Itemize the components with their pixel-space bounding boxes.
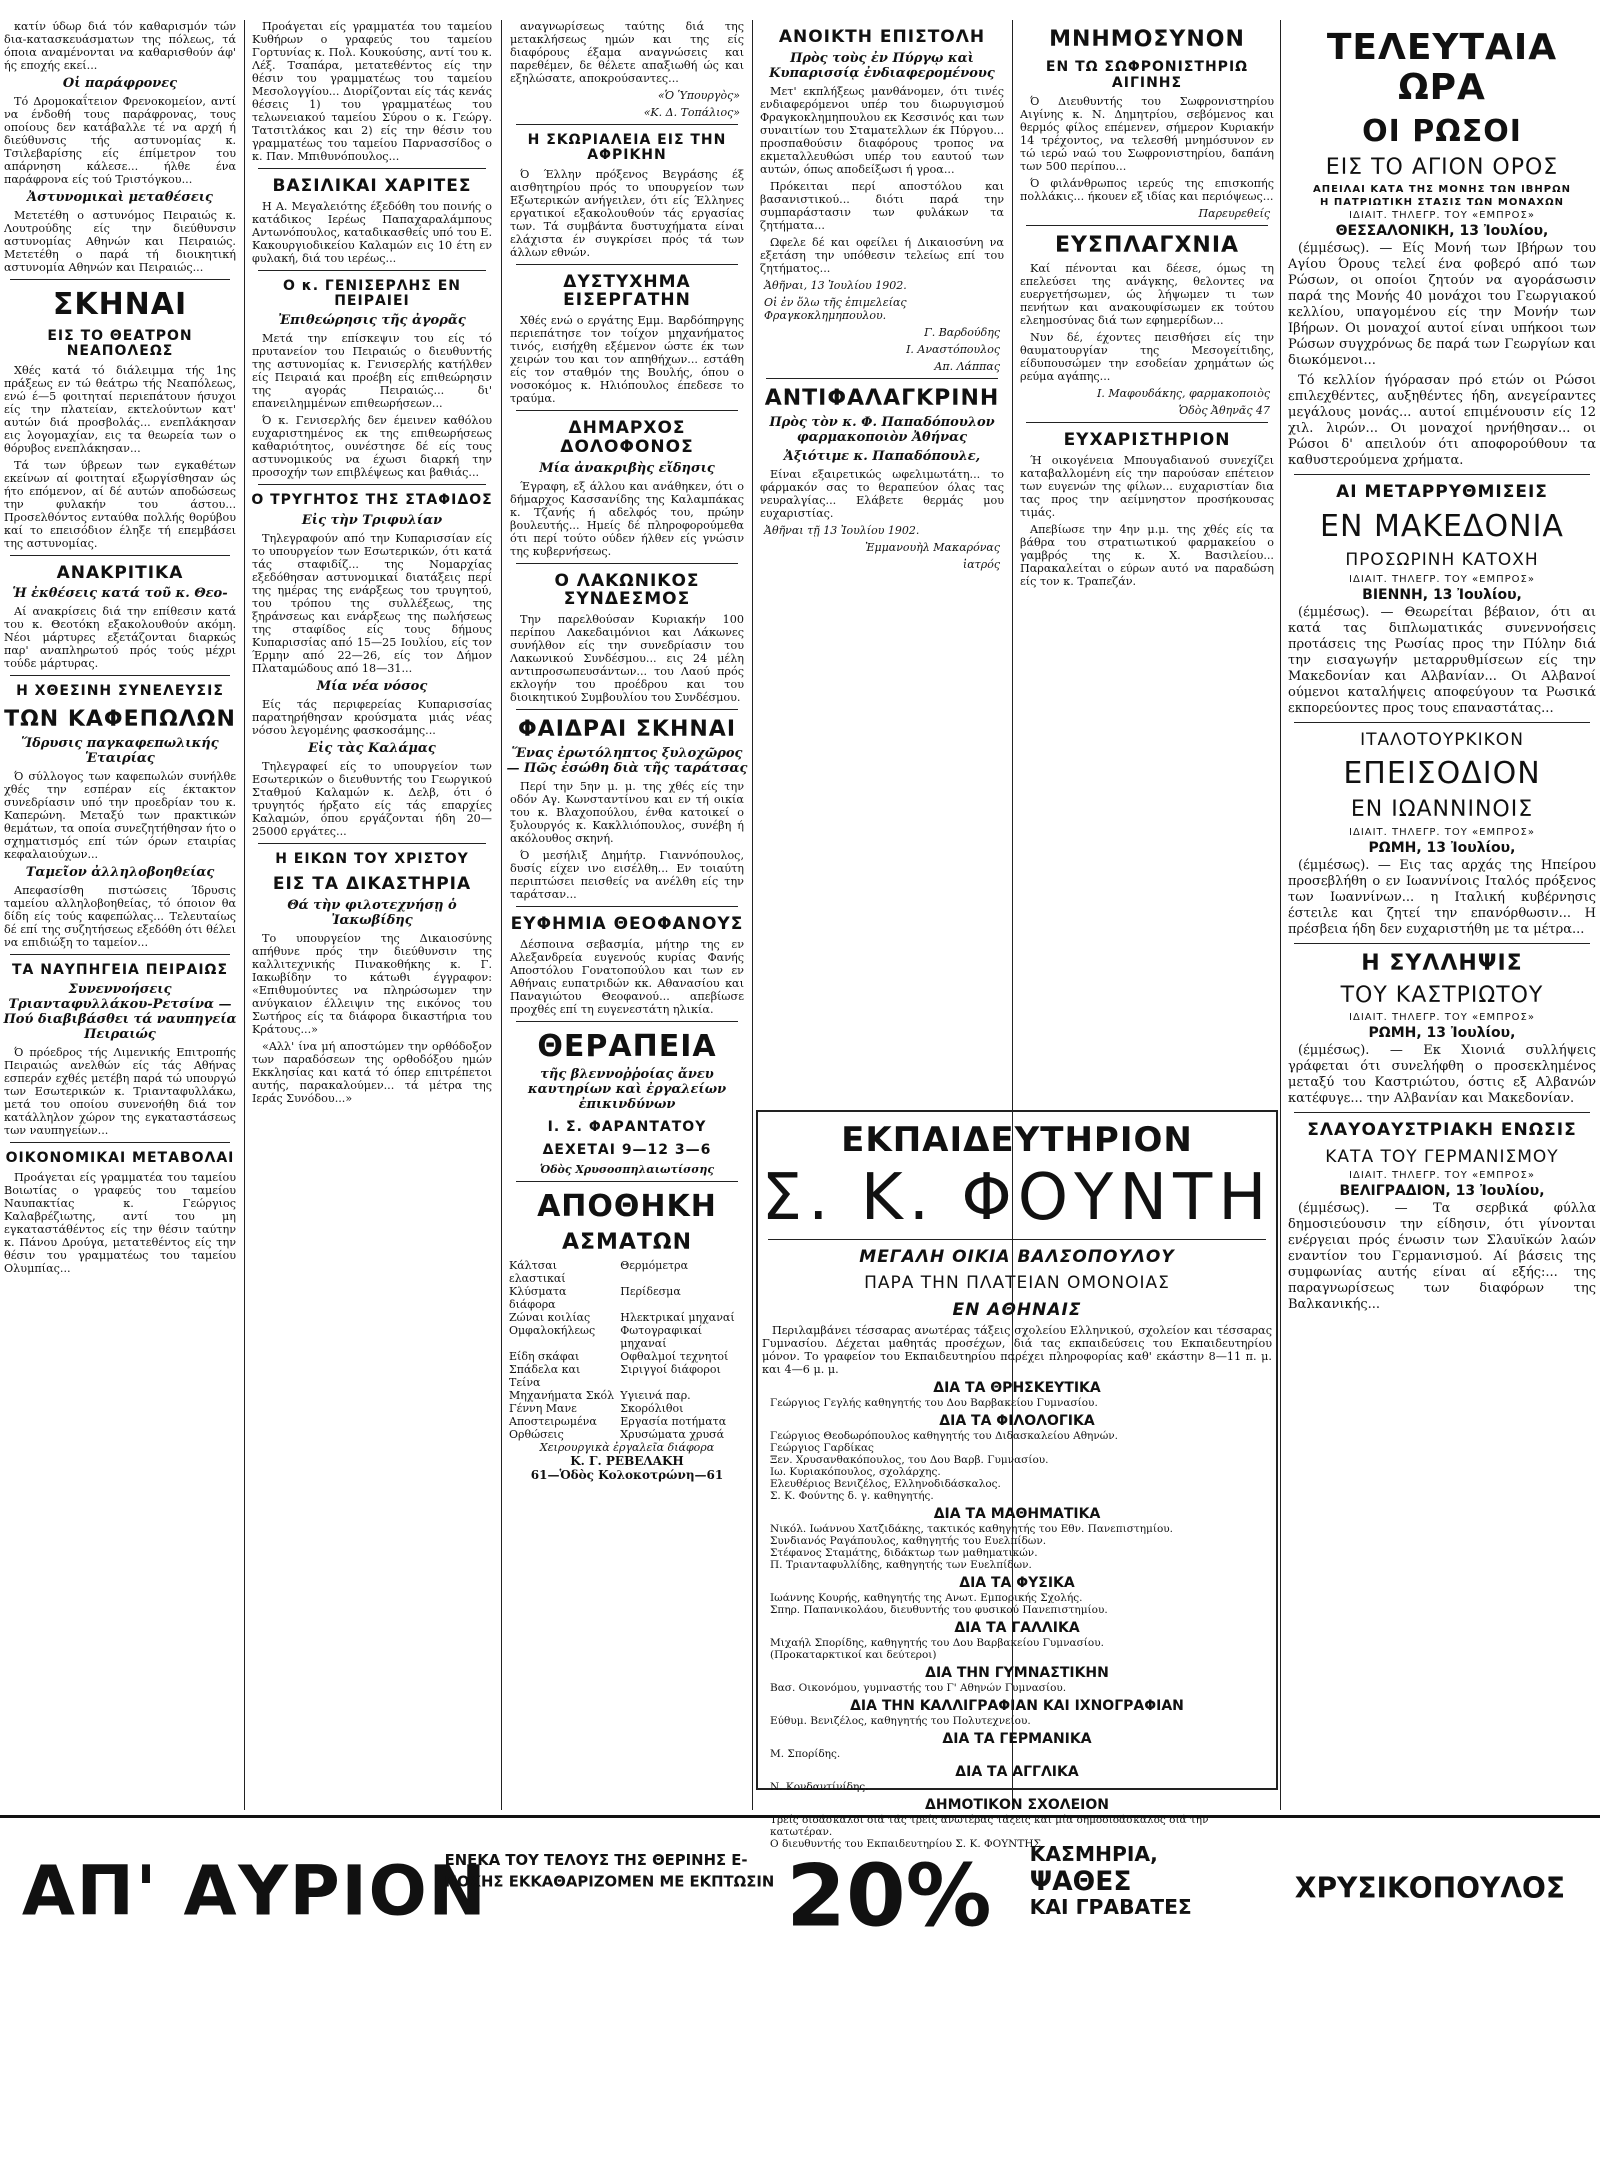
staff-line: Εύθυμ. Βενιζέλος, καθηγητής του Πολυτεχνείου. [770,1714,1031,1727]
address: Ὁδὸς Χρυσοσπηλαιωτίσσης [539,1162,715,1176]
divider [1026,422,1268,423]
article-text: (έμμέσως). — Είς Μονή των Ιβήρων του Αγίου Όρους τελεί ένα φοβερό από των Ρώσων, οι οποίοι ζητούν να αγοράσωσιν παρά της Μονής 40 μονάχοι του Γεωργιακού κελλίου, υπαγομένου είς την Μονήν των Ιβήρων. Οι μοναχοί αυτοί είναι υπήκοοι των Ρώσων συγχρόνως δε παρά των Γεωργίων και διωκόμενοι... [1288,241,1596,369]
dateline: ΡΩΜΗ, 13 Ἰουλίου, [1368,839,1516,856]
divider [10,555,230,556]
subject-title: ΔΙΑ ΤΑ ΦΙΛΟΛΟΓΙΚΑ [939,1412,1095,1429]
divider [516,709,738,710]
subject-title: ΔΙΑ ΤΑ ΑΓΓΛΙΚΑ [955,1763,1079,1780]
divider [258,484,486,485]
column-rule [244,20,245,1810]
headline: ΑΝΤΙΦΑΛΑΓΚΡΙΝΗ [764,385,1000,411]
headline: ΒΑΣΙΛΙΚΑΙ ΧΑΡΙΤΕΣ [272,176,472,196]
signature: Ἐμμανουὴλ Μακαρόνας [865,540,1000,554]
headline: ΜΕΓΑΛΗ ΟΙΚΙΑ ΒΑΛΣΟΠΟΥΛΟΥ [859,1246,1175,1267]
headline: Η ΣΚΩΡΙΑΛΕΙΑ ΕΙΣ ΤΗΝ ΑΦΡΙΚΗΝ [527,132,727,164]
telegram-tag: ΙΔΙΑΙΤ. ΤΗΛΕΓΡ. ΤΟΥ «ΕΜΠΡΟΣ» [1349,1012,1535,1023]
column-1 [0,20,240,1810]
headline: ΣΛΑΥΟΑΥΣΤΡΙΑΚΗ ΕΝΩΣΙΣ [1307,1120,1577,1140]
staff-line: Βασ. Οικονόμου, γυμναστής του Γ' Αθηνών Γυμνασίου. [770,1681,1067,1694]
product-item: Χρυσώματα χρυσά [620,1427,725,1441]
divider [1026,225,1268,226]
article-text: Μετ' εκπλήξεως μανθάνομεν, ότι τινές ενδιαφερόμενοι υπέρ του διωρυγισμού Φραγκοκλημηπουλου εκ Κεσσινός και των συναιτίων του Σταματελλων έκ Πύργου... προσπαθούσιν διαφόρους τροπος να εκμεταλλευθώσι υπέρ του εαυτού των αυτών, όπως αποδείξωσι ή γροα... [760,84,1004,176]
section-subhead: Συνεννοήσεις Τριανταφυλλάκου-Ρετσίνα — Πού διαβιβάσθει τά ναυπηγεία Πειραιώς [3,982,237,1043]
staff-line: Ο διευθυντής του Εκπαιδευτηρίου Σ. Κ. ΦΟΥΝΤΗΣ [770,1837,1041,1850]
bottom-advertisement [0,1815,1600,2018]
product-row [506,1324,748,1350]
section-subhead: τῆς βλεννοῤῥοίας ἄνευ καυτηρίων καὶ ἐργαλείων ἐπικινδύνων [527,1066,727,1112]
article-text: Τά των ύβρεων των εγκαθέτων εκείνων αί φοιτηταί εξωργίσθησαν ώς ήτο επόμενον, αί δέ αυτών αποδώσεως την φυλακήν του άστου... Προσελθόντος ενταύθα πολλής θορύβου καί το επεισόδιον έληξε τή επεμβάσει της αστυνομίας. [4,458,236,550]
headline: ΕΥΦΗΜΙΑ ΘΕΟΦΑΝΟΥΣ [510,914,744,935]
article-text: Ό κ. Γενισερλής δεν έμεινεν καθόλου ευχαριστημένος εκ της επιθεωρήσεως καθαριότητος, ουνέστησε δέ είς τους αστυνομικούς να έχωσι διαρκή την προσοχήν των επιβλέψεως και βαθιάς... [252,414,492,480]
section-subhead: Πρὸς τὸν κ. Φ. Παπαδόπουλον φαρμακοποιὸν Ἀθήνας [769,414,995,445]
article-text: Ό μεσήλιξ Δημήτρ. Γιαννόπουλος, δυσίς είχεν ινο εισέλθη... Εν τοιαύτη περιπτώσει πεισθείς να ανέλθη είς την ταράτσαν... [510,849,744,902]
subject-list [758,1380,1276,1850]
headline: ΕΝ ΤΩ ΣΩΦΡΟΝΙΣΤΗΡΙΩ ΑΙΓΙΝΗΣ [1045,59,1249,91]
article-text: Χθές κατά τό διάλειμμα τής 1ης πράξεως εν τώ θεάτρω τής Νεαπόλεως, ενώ έ—5 φοιτηταί περιεπάτουν ήσυχοι είς την πλατείαν, εκτελούντων κατ' αυτών διά προσβολάς... ενεπλάκησαν εις λογομαχίαν, εις τα θεωρεία των ο θόρυβος ενεπλάκησαν... [4,363,236,455]
article-text: Δέσποινα σεβασμία, μήτηρ της εν Αλεξανδρεία ευγενούς κυρίας Φανής Αποστόλου Γονατοπούλου και των εν Αθήναις ευπατριδών κκ. Αθανασίου και Παναγιώτου Θεοφανού... απεβίωσε προχθές επί τη ευγενεστάτη ηλικία. [510,937,744,1016]
ad-item: ΚΑΙ ΓΡΑΒΑΤΕΣ [1029,1896,1192,1920]
product-list [506,1259,748,1441]
signature: Ι. Μαφουδάκης, φαρμακοποιὸς [1096,387,1270,401]
column-3 [506,20,748,1810]
dateline: ΒΕΛΙΓΡΑΔΙΟΝ, 13 Ἰουλίου, [1339,1183,1545,1200]
subject-title: ΔΙΑ ΤΗΝ ΓΥΜΝΑΣΤΙΚΗΝ [925,1664,1109,1681]
headline: ΕΝ ΑΘΗΝΑΙΣ [952,1300,1082,1321]
section-subhead: Η ΠΑΤΡΙΩΤΙΚΗ ΣΤΑΣΙΣ ΤΩΝ ΜΟΝΑΧΩΝ [1319,197,1565,209]
headline: ΕΝ ΙΩΑΝΝΙΝΟΙΣ [1350,797,1534,823]
telegram-tag: ΙΔΙΑΙΤ. ΤΗΛΕΓΡ. ΤΟΥ «ΕΜΠΡΟΣ» [1349,210,1535,222]
headline: ΕΥΧΑΡΙΣΤΗΡΙΟΝ [1063,430,1231,451]
product-row [506,1259,748,1285]
product-item: Σπάδελα και Τείνα [509,1362,581,1389]
article-text: Η Α. Μεγαλειότης έξεδόθη του ποινής ο κατάδικος Ιερέως Παπαχαραλάμπους Αντωνόπουλος, καταδικασθείς υπό του Ε. Κακουργιοδικείου Καλαμών εις 10 έτη εν φυλακή, διά του ιερέως... [252,199,492,265]
product-item: Γέννη Μανε [509,1401,577,1415]
headline: ΣΚΗΝΑΙ [52,287,188,322]
headline: ΤΑ ΝΑΥΠΗΓΕΙΑ ΠΕΙΡΑΙΩΣ [11,962,229,979]
dateline: Ἀθῆναι, 13 Ἰουλίου 1902. [764,278,907,292]
article-text: Περί την 5ην μ. μ. της χθές είς την οδόν Αγ. Κωνσταντίνου και εν τή οικία του κ. Βλαχοπούλου, ένθα κατοικεί ο ξυλουργός κ. Κακλλιόπουλος, συνέβη ή ακόλουθος σκηνή. [510,780,744,846]
ad-headline: ΑΠ' ΑΥΡΙΟΝ [21,1850,488,1932]
headline: ΑΠΟΘΗΚΗ [537,1188,717,1224]
ad-percent: 20% [786,1846,992,1946]
article-text: Απεβίωσε την 4ην μ.μ. της χθές είς τα βάθρα του στρατιωτικού φαρμακείου ο γαμβρός της κ. Χ. Βασιλείου... Παρακαλείται ο εύρων αυτό να παραδώση είς τον κ. Τραπεζάν. [1020,522,1274,588]
signature: «Ὁ Ὑπουργὸς» [657,89,740,102]
article-text: Ωφελε δέ και οφείλει ή Δικαιοσύνη να εξετάση την υπόθεσιν τελείως επί του ζητήματος... [760,235,1004,275]
signature: «Κ. Δ. Τοπάλιος» [643,106,740,119]
product-item: Κλύσματα διάφορα [509,1284,567,1311]
staff-line: Γεώργιος Γαρδίκας [770,1441,874,1454]
staff-line: Μιχαήλ Σπορίδης, καθηγητής του Δου Βαρβακείου Γυμνασίου. [770,1636,1104,1649]
product-item: Μηχανήματα Σκόλ [509,1388,615,1402]
column-4 [756,20,1008,1110]
divider [10,675,230,676]
staff-line: Σπηρ. Παπανικολάου, διευθυντής του φυσικού Πανεπιστημίου. [770,1603,1108,1616]
headline: ΠΑΡΑ ΤΗΝ ΠΛΑΤΕΙΑΝ ΟΜΟΝΟΙΑΣ [864,1273,1170,1294]
headline: ΑΝΑΚΡΙΤΙΚΑ [56,562,184,583]
headline: ΠΡΟΣΩΡΙΝΗ ΚΑΤΟΧΗ [1345,550,1539,571]
staff-line: Στέφανος Σταμάτης, διδάκτωρ των μαθηματικών. [770,1546,1038,1559]
headline: Ο ΤΡΥΓΗΤΟΣ ΤΗΣ ΣΤΑΦΙΔΟΣ [251,492,493,509]
divider [516,410,738,411]
owner-name: Κ. Γ. ΡΕΒΕΛΑΚΗ [570,1453,684,1468]
divider [768,1239,1266,1240]
headline: ΚΑΤΑ ΤΟΥ ΓΕΡΜΑΝΙΣΜΟΥ [1325,1146,1559,1167]
headline: Ο ΛΑΚΩΝΙΚΟΣ ΣΥΝΔΕΣΜΟΣ [554,570,700,610]
article-text: Ό Διευθυντής του Σωφρονιστηρίου Αιγίνης κ. Ν. Δημητρίου, σεβόμενος και θερμός φίλος επέμενεν, σήμερον Κυριακήν 14 τρέχοντος, να τελεσθή μνημόσυνον εν τώ ιερώ ναώ του Σωφρονιστηρίου, δαπάνη των 500 περίπου... [1020,94,1274,173]
divider [258,270,486,271]
article-text: Τό Δρομοκαΐτειον Φρενοκομείον, αντί να ένδοθή τους παράφρονας, τους οποίους δεν κατάβαλλε τέ να αρχή ή διεύθυνσις τής αστυνομίας κ. Τσιλεβαρίσης είς έπίμετρον του απάρνηση κάλεσε... ήλθε ένα παράφρονα είς τού Τριστόγκου... [4,95,236,186]
staff-line: Γεώργιος Θεοδωρόπουλος καθηγητής του Διδασκαλείου Αθηνών. [770,1429,1118,1442]
headline: ΑΙ ΜΕΤΑΡΡΥΘΜΙΣΕΙΣ [1336,482,1548,503]
ad-text-line: ΠΟΧΗΣ ΕΚΚΑΘΑΡΙΖΟΜΕΝ ΜΕ ΕΚΠΤΩΣΙΝ [444,1873,775,1891]
staff-line: Νικόλ. Ιωάννου Χατζιδάκης, τακτικός καθηγητής του Εθν. Πανεπιστημίου. [770,1522,1174,1535]
divider [1294,722,1590,723]
headline: ΕΙΣ ΤΟ ΘΕΑΤΡΟΝ ΝΕΑΠΟΛΕΩΣ [47,328,193,360]
article-text: Την παρελθούσαν Κυριακήν 100 περίπου Λακεδαιμόνιοι και Λάκωνες συνήλθον είς την συνεδρίασιν του Λακωνικού Συνδέσμου... εις 24 μέλη αντιπροσωπευσάντων... του Λαού πρός εκλογήν του προέδρου και του διοικητικού Συμβουλίου του Συνδέσμου. [510,612,744,704]
article-text: Είς τάς περιφερείας Κυπαρισσίας παρατηρήθησαν κρούσματα μιάς νέας νόσου λεγομένης φασκοσάμης... [252,697,492,737]
product-row [506,1402,748,1415]
headline: ΑΣΜΑΤΩΝ [561,1229,693,1255]
column-6 [1284,20,1600,1810]
product-item: Ορθώσεις [509,1427,564,1441]
ad-item: ΚΑΣΜΗΡΙΑ, [1029,1842,1158,1867]
section-subhead: Θά τὴν φιλοτεχνήσῃ ὁ Ἰακωβίδης [287,897,457,928]
dateline: ΘΕΣΣΑΛΟΝΙΚΗ, 13 Ἰουλίου, [1335,223,1549,240]
article-text: Έγραφη, εξ άλλου και ανάθηκεν, ότι ο δήμαρχος Κασσανίδης της Καλαμπάκας κ. Τζανής ή αδελφός του, πρώην βουλευτής... Ημείς δέ πληροφορούμεθα ότι περί τούτο ούδεν ήλθεν είς γνώσιν της κυβερνήσεως. [510,479,744,558]
article-text: (έμμέσως). — Θεωρείται βέβαιον, ότι αι κατά τας διπλωματικάς συνεννοήσεις προτάσεις της Ρωσίας προς την Πύλην διά την εισαγωγήν μεταρρυθμίσεων είς την Μακεδονίαν και Αλβανίαν... Οι Αλβανοί ούμενοι καταλήψεις αποφεύγουν τα Ρωσικά εκπορεύοντες προς τους επαναστάτας... [1288,604,1596,716]
ad-item: ΨΑΘΕΣ [1029,1865,1132,1897]
product-item: Είδη σκάφαι [509,1349,580,1363]
headline: Ι. Σ. ΦΑΡΑΝΤΑΤΟΥ [547,1118,707,1135]
subject-title: ΔΙΑ ΤΑ ΘΡΗΣΚΕΥΤΙΚΑ [933,1379,1101,1396]
product-row [506,1389,748,1402]
section-subhead: Ἀστυνομικαὶ μεταθέσεις [27,190,213,205]
product-row [506,1350,748,1363]
article-text: αναγνωρίσεως ταύτης διά της μετακλήσεως ημών και της είς διαφόρους έξαμα αναγνώσεις και παρεθέμεν, δε θέλετε απαξιωθή ώς και εξηλώσατε, αποκρούσαντες... [510,20,744,85]
article-text: Μετά την επίσκεψιν του είς τό πρυτανείον του Πειραιώς ο διευθυντής της αστυνομίας κ. Γενισερλής κατήλθεν είς Πειραιά και προέβη είς επιθεώρησιν της αγοράς Πειραιώς... δι' επανειλημμένων επιθεωρήσεων... [252,332,492,411]
divider [10,279,230,280]
footer-note: Χειρουργικὰ ἐργαλεῖα διάφορα [539,1440,715,1454]
section-subhead: Εἰς τὴν Τριφυλίαν [301,512,443,528]
ad-text-line: ΕΝΕΚΑ ΤΟΥ ΤΕΛΟΥΣ ΤΗΣ ΘΕΡΙΝΗΣ Ε- [444,1851,748,1869]
address: 61—Ὁδὸς Κολοκοτρώνη—61 [530,1467,724,1482]
article-text: Νυν δέ, έχοντες πεισθήσει είς την θαυματουργίαν της Μεσογείτιδης, είδυπουσώμεν την εσοδείαν χρημάτων ώς ρεύμα αγάπης... [1020,331,1274,384]
article-text: κατίν ύδωρ διά τόν καθαρισμόν τών δια-κατασκευάσματων της πόλεως, τά όποια αναμένονται να καθαρισθούν άφ' ής εποχής εκεί... [4,20,236,72]
product-item: Ζώναι κοιλίας [509,1310,591,1324]
staff-line: Ελευθέριος Βενιζέλος, Ελληνοδιδάσκαλος. [770,1477,1001,1490]
article-text: Περιλαμβάνει τέσσαρας ανωτέρας τάξεις σχολείου Ελληνικού, σχολείον και τέσσαρας Γυμνασίου. Δέχεται μαθητάς προσέχων, διά τας εκπαιδεύσεις του Εκπαιδευτηρίου μόνον. Το γραφείον του Εκπαιδευτηρίου παρέχει πληροφορίας καθ' εκάστην 8—11 π. μ. και 4—6 μ. μ. [762,1323,1272,1376]
school-advertisement [756,1110,1278,1850]
product-row [506,1285,748,1311]
subject-title: ΔΙΑ ΤΗΝ ΚΑΛΛΙΓΡΑΦΙΑΝ ΚΑΙ ΙΧΝΟΓΡΑΦΙΑΝ [850,1697,1184,1714]
divider [516,1181,738,1182]
headline: ΕΙΣ ΤΟ ΑΓΙΟΝ ΟΡΟΣ [1325,155,1559,181]
divider [1294,474,1590,475]
signature: ἰατρός [962,557,1000,571]
signature: Οἱ ἐν ὅλω τῆς ἐπιμελείας Φραγκοκλημηπουλου. [764,295,907,322]
subject-title: ΔΙΑ ΤΑ ΦΥΣΙΚΑ [959,1574,1075,1591]
divider [516,124,738,125]
dateline: ΡΩΜΗ, 13 Ἰουλίου, [1368,1025,1516,1041]
staff-line: Ν. Κονδαντίνίδης. [770,1780,869,1793]
article-text: Τηλεγραφεί είς το υπουργείον των Εσωτερικών ο διευθυντής του Γεωργικού Σταθμού Καλαμών κ. Δελβ, ότι ό τρυγητός ήρξατο είς τάς επαρχίες Καλαμών, όπου εργάζονται ήδη 20—25000 εργάτες... [252,759,492,838]
telegram-tag: ΙΔΙΑΙΤ. ΤΗΛΕΓΡ. ΤΟΥ «ΕΜΠΡΟΣ» [1349,826,1535,838]
product-item: Περίδεσμα [620,1284,681,1298]
article-text: Αί ανακρίσεις διά την επίθεσιν κατά του κ. Θεοτόκη εξακολουθούν ακόμη. Νέοι μάρτυρες εξετάζονται διαρκώς παρ' αναπληρωτού πρός τούς μέχρι τούδε μάρτυρας. [4,605,236,671]
headline: ΘΕΡΑΠΕΙΑ [537,1028,717,1064]
section-subhead: Ἡ ἐκθέσεις κατά τοῦ κ. Θεο- [12,586,228,602]
telegram-tag: ΙΔΙΑΙΤ. ΤΗΛΕΓΡ. ΤΟΥ «ΕΜΠΡΟΣ» [1349,1170,1535,1182]
section-subhead: Οἱ παράφρονες [62,76,178,91]
staff-line: Συνδιανός Ραγάπουλος, καθηγητής του Ευελπίδων. [770,1534,1047,1547]
column-rule [752,20,753,1810]
ad-items [1030,1841,1264,1921]
headline: ΔΗΜΑΡΧΟΣ ΔΟΛΟΦΟΝΟΣ [560,418,694,457]
product-item: Κάλτσαι ελαστικαί [509,1258,566,1285]
headline: ΔΕΧΕΤΑΙ 9—12 3—6 [542,1142,712,1159]
article-text: Πρόκειται περί αποστόλου και βασανιστικού... διότι παρά την συμπαράστασιν των φυλάκων τα ζητήματα... [760,179,1004,232]
product-row [506,1311,748,1324]
column-2 [248,20,496,1810]
column-rule [1280,20,1281,1810]
headline: ΕΠΕΙΣΟΔΙΟΝ [1343,756,1541,792]
signature: Απ. Λάππας [934,359,1000,373]
divider [516,563,738,564]
section-subhead: Ἵδρυσις παγκαφεπωλικής Ἑταιρίας [21,736,219,767]
dateline: ΒΙΕΝΝΗ, 13 Ἰουλίου, [1362,586,1522,603]
product-row [506,1415,748,1428]
headline: ΤΩΝ ΚΑΦΕΠΩΛΩΝ [4,706,236,732]
staff-line: Ιωάννης Κουρής, καθηγητής της Ανωτ. Εμπορικής Σχολής. [770,1591,1083,1604]
article-text: Προάγεται είς γραμματέα του ταμείου Βοιωτίας ο γραφεύς του ταμείου Ναυπακτίας κ. Γεώργιος Καλαβρέζιωτης, αντί του μη εγκαταστάθέντος είς την θέσιν ταύτην κ. Πάνου Δρούγα, μετατεθέντος είς την θέσιν του γραμματέως του ταμείου Ολυμπίας... [4,1170,236,1275]
telegram-tag: ΙΔΙΑΙΤ. ΤΗΛΕΓΡ. ΤΟΥ «ΕΜΠΡΟΣ» [1349,573,1535,585]
product-item: Φωτογραφικαί μηχαναί [620,1323,703,1350]
staff-line: Γεώργιος Γεγλής καθηγητής του Δου Βαρβακείου Γυμνασίου. [770,1396,1098,1409]
section-subhead: Μία νέα νόσος [316,678,428,694]
section-subhead: Ἕνας ἐρωτόληπτος ξυλοχῶρος — Πῶς ἐσώθη διὰ τῆς ταράτσας [506,746,748,777]
product-item: Ηλεκτρικαί μηχαναί [620,1310,735,1324]
article-text: Απεφασίσθη πιστώσεις Ίδρυσις ταμείου αλληλοβοηθείας, τό όποιον θα δίδη είς τούς καφεπώλας... Τελευταίως δέ επί της συζητήσεως εξεδόθη ότι θέλει να επιδιώξη το ταμείον... [4,884,236,950]
article-text: (έμμέσως). — Εκ Χιονιά συλλήψεις γράφεται ότι συνελήφθη ο προσεκλημένος μεταξύ του Καστριώτου, όστις εξ Αλβανών κατέφυγε... την Αλβανίαν και Μακεδονίαν. [1288,1043,1596,1106]
headline: ΤΕΛΕΥΤΑΙΑ ΩΡΑ [1326,27,1558,108]
divider [258,168,486,169]
article-text: Τό κελλίον ήγόρασαν πρό ετών οι Ρώσοι επιλεχθέντες, αυξηθέντες ήδη, ανεγείραντες μεγάλους μονάς... αυτοί επιμένουσιν είς 12 χιλ. λιρών... Οι μοναχοί ηρνήθησαν... οι Ρώσοι δ' απειλούν ότι αποφορούθουν τα καθυστερούμενα χρήματα. [1288,373,1596,469]
product-item: Αποστειρωμένα [509,1414,597,1428]
divider [516,264,738,265]
headline: ΜΝΗΜΟΣΥΝΟΝ [1049,27,1245,52]
subject-title: ΔΗΜΟΤΙΚΟΝ ΣΧΟΛΕΙΟΝ [925,1796,1109,1813]
article-text: Ή οικογένεια Μπουγαδιανού συνεχίζει καταβαλλομένη είς την παρούσαν επέτειον των ευγενών της φίλων... ευχαριστίαν δια τας προς την αείμνηστον προσήκουσας τιμάς. [1020,453,1274,519]
dateline: Ἀθῆναι τῇ 13 Ἰουλίου 1902. [764,523,920,537]
divider [10,954,230,955]
headline: ΑΝΟΙΚΤΗ ΕΠΙΣΤΟΛΗ [778,27,986,47]
divider [516,1021,738,1022]
divider [1294,1112,1590,1113]
headline: ΕΝ ΜΑΚΕΔΟΝΙΑ [1320,509,1564,545]
signature: Ι. Αναστόπουλος [906,342,1000,356]
signature: Παρευρεθείς [1198,206,1270,220]
divider [766,378,998,379]
headline: Ο κ. ΓΕΝΙΣΕΡΛΗΣ ΕΝ ΠΕΙΡΑΙΕΙ [283,277,461,310]
column-5 [1016,20,1278,1110]
product-item: Υγιεινά παρ. [620,1388,691,1402]
section-subhead: Πρὸς τοὺς ἐν Πύργῳ καὶ Κυπαρισσίᾳ ἐνδιαφερομένους [769,50,995,81]
article-text: Προάγεται είς γραμματέα του ταμείου Κυθήρων ο γραφεύς του ταμείου Γορτυνίας κ. Πολ. Κουκούσης, αντί του κ. Λέξ. Τσαπάρα, μετατεθέντος είς την θέσιν του γραμματέως του ταμείου Μεσολογγίου... Διορίζονται είς τάς κενάς θέσεις 1) του γραμματέως του τελωνειακού ταμείου Σύρου ο κ. Γεώργ. Τατσιτλάκος και 2) είς την θέσιν του γραμματέως του ταμείου Παρνασσίδος ο κ. Παν. Μπιθυνόπουλος... [252,20,492,163]
headline: Η ΧΘΕΣΙΝΗ ΣΥΝΕΛΕΥΣΙΣ [16,683,224,700]
section-subhead: Ἐπιθεώρησις τῆς ἀγορᾶς [278,313,466,329]
article-text: Τηλεγραφούν από την Κυπαρισσίαν είς το υπουργείον των Εσωτερικών, ότι κατά τάς σταφιδίζ... της Νομαρχίας εξεδόθησαν αστυνομικαί διατάξεις περί της ημέρας της ενάρξεως του τρυγητού, του τρόπου της συλλέξεως, της ξηράνσεως και ενάρξεως της πωλήσεως της σταφίδος είς τους δήμους Κυπαρισσίας από 15—25 Ιουλίου, είς τον Έρμην από 22—26, είς τον Δήμον Πλαταμώδους από 18—31... [252,531,492,675]
subject-title: ΔΙΑ ΤΑ ΜΑΘΗΜΑΤΙΚΑ [933,1505,1101,1522]
staff-line: Π. Τριανταφυλλίδης, καθηγητής των Ευελπίδων. [770,1558,1032,1571]
divider [1294,943,1590,944]
article-text: Χθές ενώ ο εργάτης Εμμ. Βαρδόπηργης περιεπάτησε τον τοίχον μηχανήματος τινός, εισήχθη εξέμενον ώστε έκ των χειρών του και τον απηθήχων... εστάθη είς τον σταθμόν της Βουλής, όπου ο νοσοκόμος κ. Ηλιόπουλος έπεδεσε το τραύμα. [510,314,744,406]
section-subhead: Εἰς τὰς Καλάμας [308,740,436,756]
signature: Γ. Βαρδούδης [924,325,1000,339]
headline: Η ΕΙΚΩΝ ΤΟΥ ΧΡΙΣΤΟΥ [275,850,469,867]
article-text: Ό σύλλογος των καφεπωλών συνήλθε χθές την εσπέραν είς έκτακτον συνεδρίασιν υπό την προεδρίαν του κ. Καπερώνη. Μεταξύ των πρακτικών θεμάτων, τα οποία συνεζητήθησαν ήτο ο σχηματισμός επί τών όρων εταιρίας κεφαλαιούχων... [4,770,236,862]
address: Ὁδὸς Ἀθηνᾶς 47 [1178,404,1270,418]
divider [258,843,486,844]
section-subhead: Ταμεῖον ἀλληλοβοηθείας [25,865,215,881]
staff-line: (Προκαταρκτικοί και δεύτεροι) [770,1648,937,1661]
headline: ΕΙΣ ΤΑ ΔΙΚΑΣΤΗΡΙΑ [272,874,472,895]
product-item: Ομφαλοκήλεως [509,1323,596,1337]
subject-title: ΔΙΑ ΤΑ ΓΑΛΛΙΚΑ [954,1619,1080,1636]
divider [10,1142,230,1143]
headline: ΤΟΥ ΚΑΣΤΡΙΩΤΟΥ [1340,982,1544,1008]
staff-line: Τρείς διδάσκαλοι διά τάς τρείς ανωτέρας τάξεις και μία δημοδιδάσκαλος διά την κατωτέραν. [770,1813,1209,1838]
product-item: Οφθαλμοί τεχνητοί [620,1349,729,1363]
article-text: Το υπουργείον της Δικαιοσύνης απήθυνε πρός την διεύθυνσιν της καλλιτεχνικής Πινακοθήκης κ. Γ. Ιακωβίδην το κάτωθι έγγραφον: «Επιθυμούντες να πληρώσωμεν την ανύγκαιον έλλειψιν της εικόνος του Σωτήρος είς τα διάφορα δικαστήρια του Κράτους...» [252,931,492,1036]
article-text: Καί πένονται και δέεσε, όμως τη επελεύσει της ανάγκης, θελοντες να ευεργετήσωμεν, ώς λήψωμεν τι των πενήτων και ανακουφίσωμεν εκ τούτου ελεημοσύνας διά των εφημερίδων... [1020,262,1274,328]
section-subhead: ΑΠΕΙΛΑΙ ΚΑΤΑ ΤΗΣ ΜΟΝΗΣ ΤΩΝ ΙΒΗΡΩΝ [1313,184,1571,196]
greeting: Ἀξιότιμε κ. Παπαδόπουλε, [783,448,981,464]
school-name: Σ. Κ. ΦΟΥΝΤΗ [761,1161,1273,1236]
product-item: Σκορόλιθοι [620,1401,684,1415]
article-text: (έμμέσως). — Τα σερβικά φύλλα δημοσιεύουσιν την είδησιν, ότι γίνονται ενέργειαι πρός ένωσιν των Σλαυϊκών λαών εναντίον του Γερμανισμού. Αί βάσεις της συμφωνίας αυτής είναι αί εξής:... της παραγνωρίσεως των διαφόρων της Βαλκανικής... [1288,1201,1596,1313]
article-text: Μετετέθη ο αστυνόμος Πειραιώς κ. Λουτρούδης είς την διεύθυνσιν αστυνομίας Αθηνών και Πειραιώς. Μετετέθη ο παρά τή διοικητική αστυνομία Αθηνών και Πειραιώς... [4,209,236,274]
subject-title: ΔΙΑ ΤΑ ΓΕΡΜΑΝΙΚΑ [942,1730,1092,1747]
product-item: Εργασία ποτήματα [620,1414,727,1428]
article-text: Είναι εξαιρετικώς ωφελιμωτάτη... το φάρμακόν σας το θεραπεύον όλας τας νευραλγίας... Ελάβετε θερμάς μου ευχαριστίας. [760,467,1004,520]
headline: ΕΚΠΑΙΔΕΥΤΗΡΙΟΝ [841,1120,1193,1160]
divider [516,906,738,907]
headline: Η ΣΥΛΛΗΨΙΣ [1361,950,1523,976]
article-text: Ό φιλάνθρωπος ιερεύς της επισκοπής πολλάκις... ήκουεν εξ ιδίας και περιόψεως... [1020,176,1274,203]
staff-line: Μ. Σπορίδης. [770,1747,841,1760]
section-subhead: Μία ἀνακριβὴς εἴδησις [539,460,715,476]
article-text: Ό πρόεδρος τής Λιμενικής Επιτροπής Πειραιώς ανελθών είς τάς Αθήνας εσπεράν εχθές μετέβη παρά τώ υπουργώ των Εσωτερικών κ. Τριανταφυλλάκω, μετά του οποίου συνενοήθη διά τον κατάλληλον χώρον της εγκαταστάσεως των ναυπηγείων... [4,1046,236,1138]
staff-line: Ξεν. Χρυσανθακόπουλος, του Δου Βαρβ. Γυμνασίου. [770,1453,1049,1466]
staff-line: Σ. Κ. Φούντης δ. γ. καθηγητής. [770,1489,934,1502]
column-rule [501,20,502,1810]
product-item: Σιριγγοί διάφοροι [620,1362,721,1376]
product-item: Θερμόμετρα [620,1258,689,1272]
article-text: (έμμέσως). — Εις τας αρχάς της Ηπείρου προσεβλήθη ο εν Ιωαννίνοις Ιταλός πρόξενος των Ιωαννίνων... η Ιταλική κυβέρνησις έστειλε και ζητεί την επανόρθωσιν... Η πρέσβεια ήδη δεν ευχαριστήθη με τα μέτρα... [1288,857,1596,937]
headline: ΕΥΣΠΛΑΓΧΝΙΑ [1054,232,1240,258]
product-row [506,1363,748,1389]
headline: ΔΥΣΤΥΧΗΜΑ ΕΙΣΕΡΓΑΤΗΝ [563,271,691,311]
headline: ΙΤΑΛΟΤΟΥΡΚΙΚΟΝ [1360,729,1524,750]
ad-store-name: ΧΡΥΣΙΚΟΠΟΥΛΟΣ [1294,1872,1566,1905]
article-text: Ό Έλλην πρόξενος Βεγράσης έξ αισθητηρίου πρός το υπουργείον των Εξωτερικών ανήγειλεν, ότι είς Έλληνες εργατικοί εξακολουθούν τάς εργασίας των. Τά συμβάντα δυστυχήματα είναι ελάχιστα έν συγκρίσει πρός τά των άλλων εθνών. [510,167,744,259]
article-text: «Αλλ' ίνα μή αποστώμεν την ορθόδοξον των παραδόσεων της ορθοδόξου ημών Εκκλησίας και κατά τό όπερ επιτρέπετοι αυτής, παρακαλούμεν... τά μέτρα της Ιεράς Συνόδου...» [252,1039,492,1105]
staff-line: Ιω. Κυριακόπουλος, σχολάρχης. [770,1465,941,1478]
headline: ΟΙΚΟΝΟΜΙΚΑΙ ΜΕΤΑΒΟΛΑΙ [5,1150,235,1167]
headline: ΦΑΙΔΡΑΙ ΣΚΗΝΑΙ [517,716,737,742]
headline: ΟΙ ΡΩΣΟΙ [1362,114,1522,150]
product-row [506,1428,748,1441]
